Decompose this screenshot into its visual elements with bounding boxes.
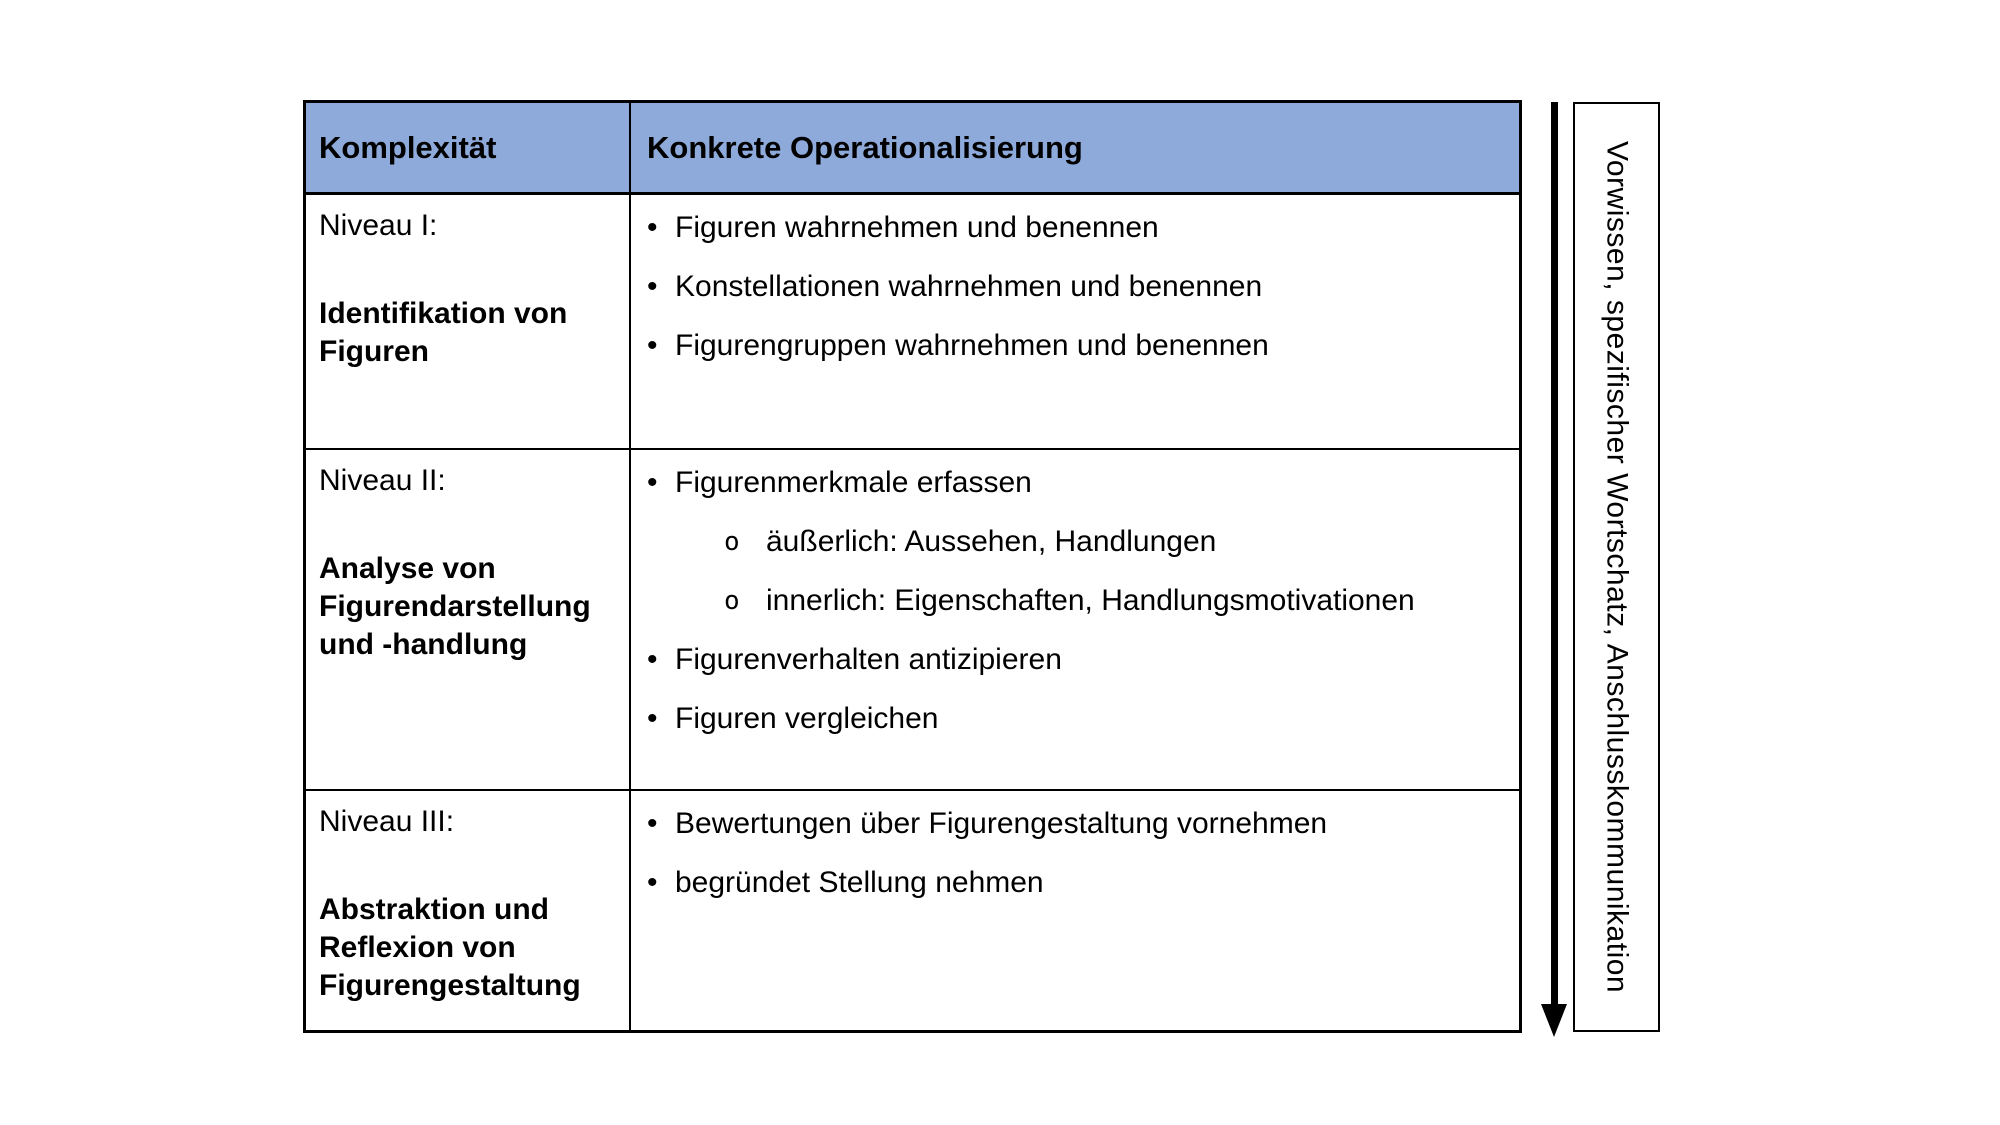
level-title: Abstraktion und Reflexion von Figurengestaltung <box>319 893 581 1002</box>
row-niveau-2-items <box>631 450 1519 791</box>
bullet-text: äußerlich: Aussehen, Handlungen <box>766 525 1217 558</box>
sub-bullet-item <box>631 523 1509 561</box>
bullet-marker: • <box>647 866 658 899</box>
level-label: Niveau II: <box>319 464 446 497</box>
vertical-label: Vorwissen, spezifischer Wortschatz, Anschlusskommunikation <box>1600 140 1634 994</box>
bullet-text: Bewertungen über Figurengestaltung vornehmen <box>675 807 1328 840</box>
bullet-marker: • <box>647 270 658 303</box>
row-niveau-3-level <box>306 791 631 1030</box>
bullet-marker: • <box>647 702 658 735</box>
row-niveau-2-level <box>306 450 631 791</box>
table-header-operationalisierung <box>631 103 1519 195</box>
header-label: Konkrete Operationalisierung <box>647 129 1083 165</box>
sub-bullet-marker: o <box>724 527 740 557</box>
bullet-marker: • <box>647 643 658 676</box>
table-header-komplexitaet <box>306 103 631 195</box>
bullet-item <box>631 327 1509 365</box>
bullet-text: Figurenmerkmale erfassen <box>675 466 1032 499</box>
bullet-text: Figuren wahrnehmen und benennen <box>675 211 1159 244</box>
bullet-item <box>631 700 1509 738</box>
bullet-item <box>631 268 1509 306</box>
level-label: Niveau III: <box>319 805 455 838</box>
bullet-item <box>631 805 1509 843</box>
bullet-marker: • <box>647 807 658 840</box>
bullet-list <box>631 805 1509 902</box>
sub-bullet-marker: o <box>724 586 740 616</box>
row-niveau-1-items <box>631 195 1519 450</box>
level-title: Analyse von Figurendarstellung und -handlung <box>319 552 591 661</box>
bullet-item <box>631 209 1509 247</box>
sidebar-label-box <box>1573 102 1660 1032</box>
row-niveau-3-items <box>631 791 1519 1030</box>
level-label: Niveau I: <box>319 209 438 242</box>
arrow-shaft <box>1551 102 1558 1005</box>
sub-bullet-item <box>631 582 1509 620</box>
bullet-item <box>631 641 1509 679</box>
bullet-text: begründet Stellung nehmen <box>675 866 1044 899</box>
bullet-item <box>631 464 1509 502</box>
bullet-item <box>631 864 1509 902</box>
bullet-marker: • <box>647 466 658 499</box>
row-niveau-1-level <box>306 195 631 450</box>
complexity-table <box>303 100 1522 1033</box>
arrow-head-icon <box>1541 1004 1567 1037</box>
bullet-text: Figurengruppen wahrnehmen und benennen <box>675 329 1269 362</box>
bullet-text: innerlich: Eigenschaften, Handlungsmotivationen <box>766 584 1415 617</box>
bullet-list <box>631 464 1509 738</box>
bullet-text: Konstellationen wahrnehmen und benennen <box>675 270 1263 303</box>
header-label: Komplexität <box>319 129 497 165</box>
bullet-marker: • <box>647 211 658 244</box>
level-title: Identifikation von Figuren <box>319 297 568 368</box>
bullet-text: Figurenverhalten antizipieren <box>675 643 1062 676</box>
bullet-marker: • <box>647 329 658 362</box>
bullet-list <box>631 209 1509 365</box>
bullet-text: Figuren vergleichen <box>675 702 939 735</box>
